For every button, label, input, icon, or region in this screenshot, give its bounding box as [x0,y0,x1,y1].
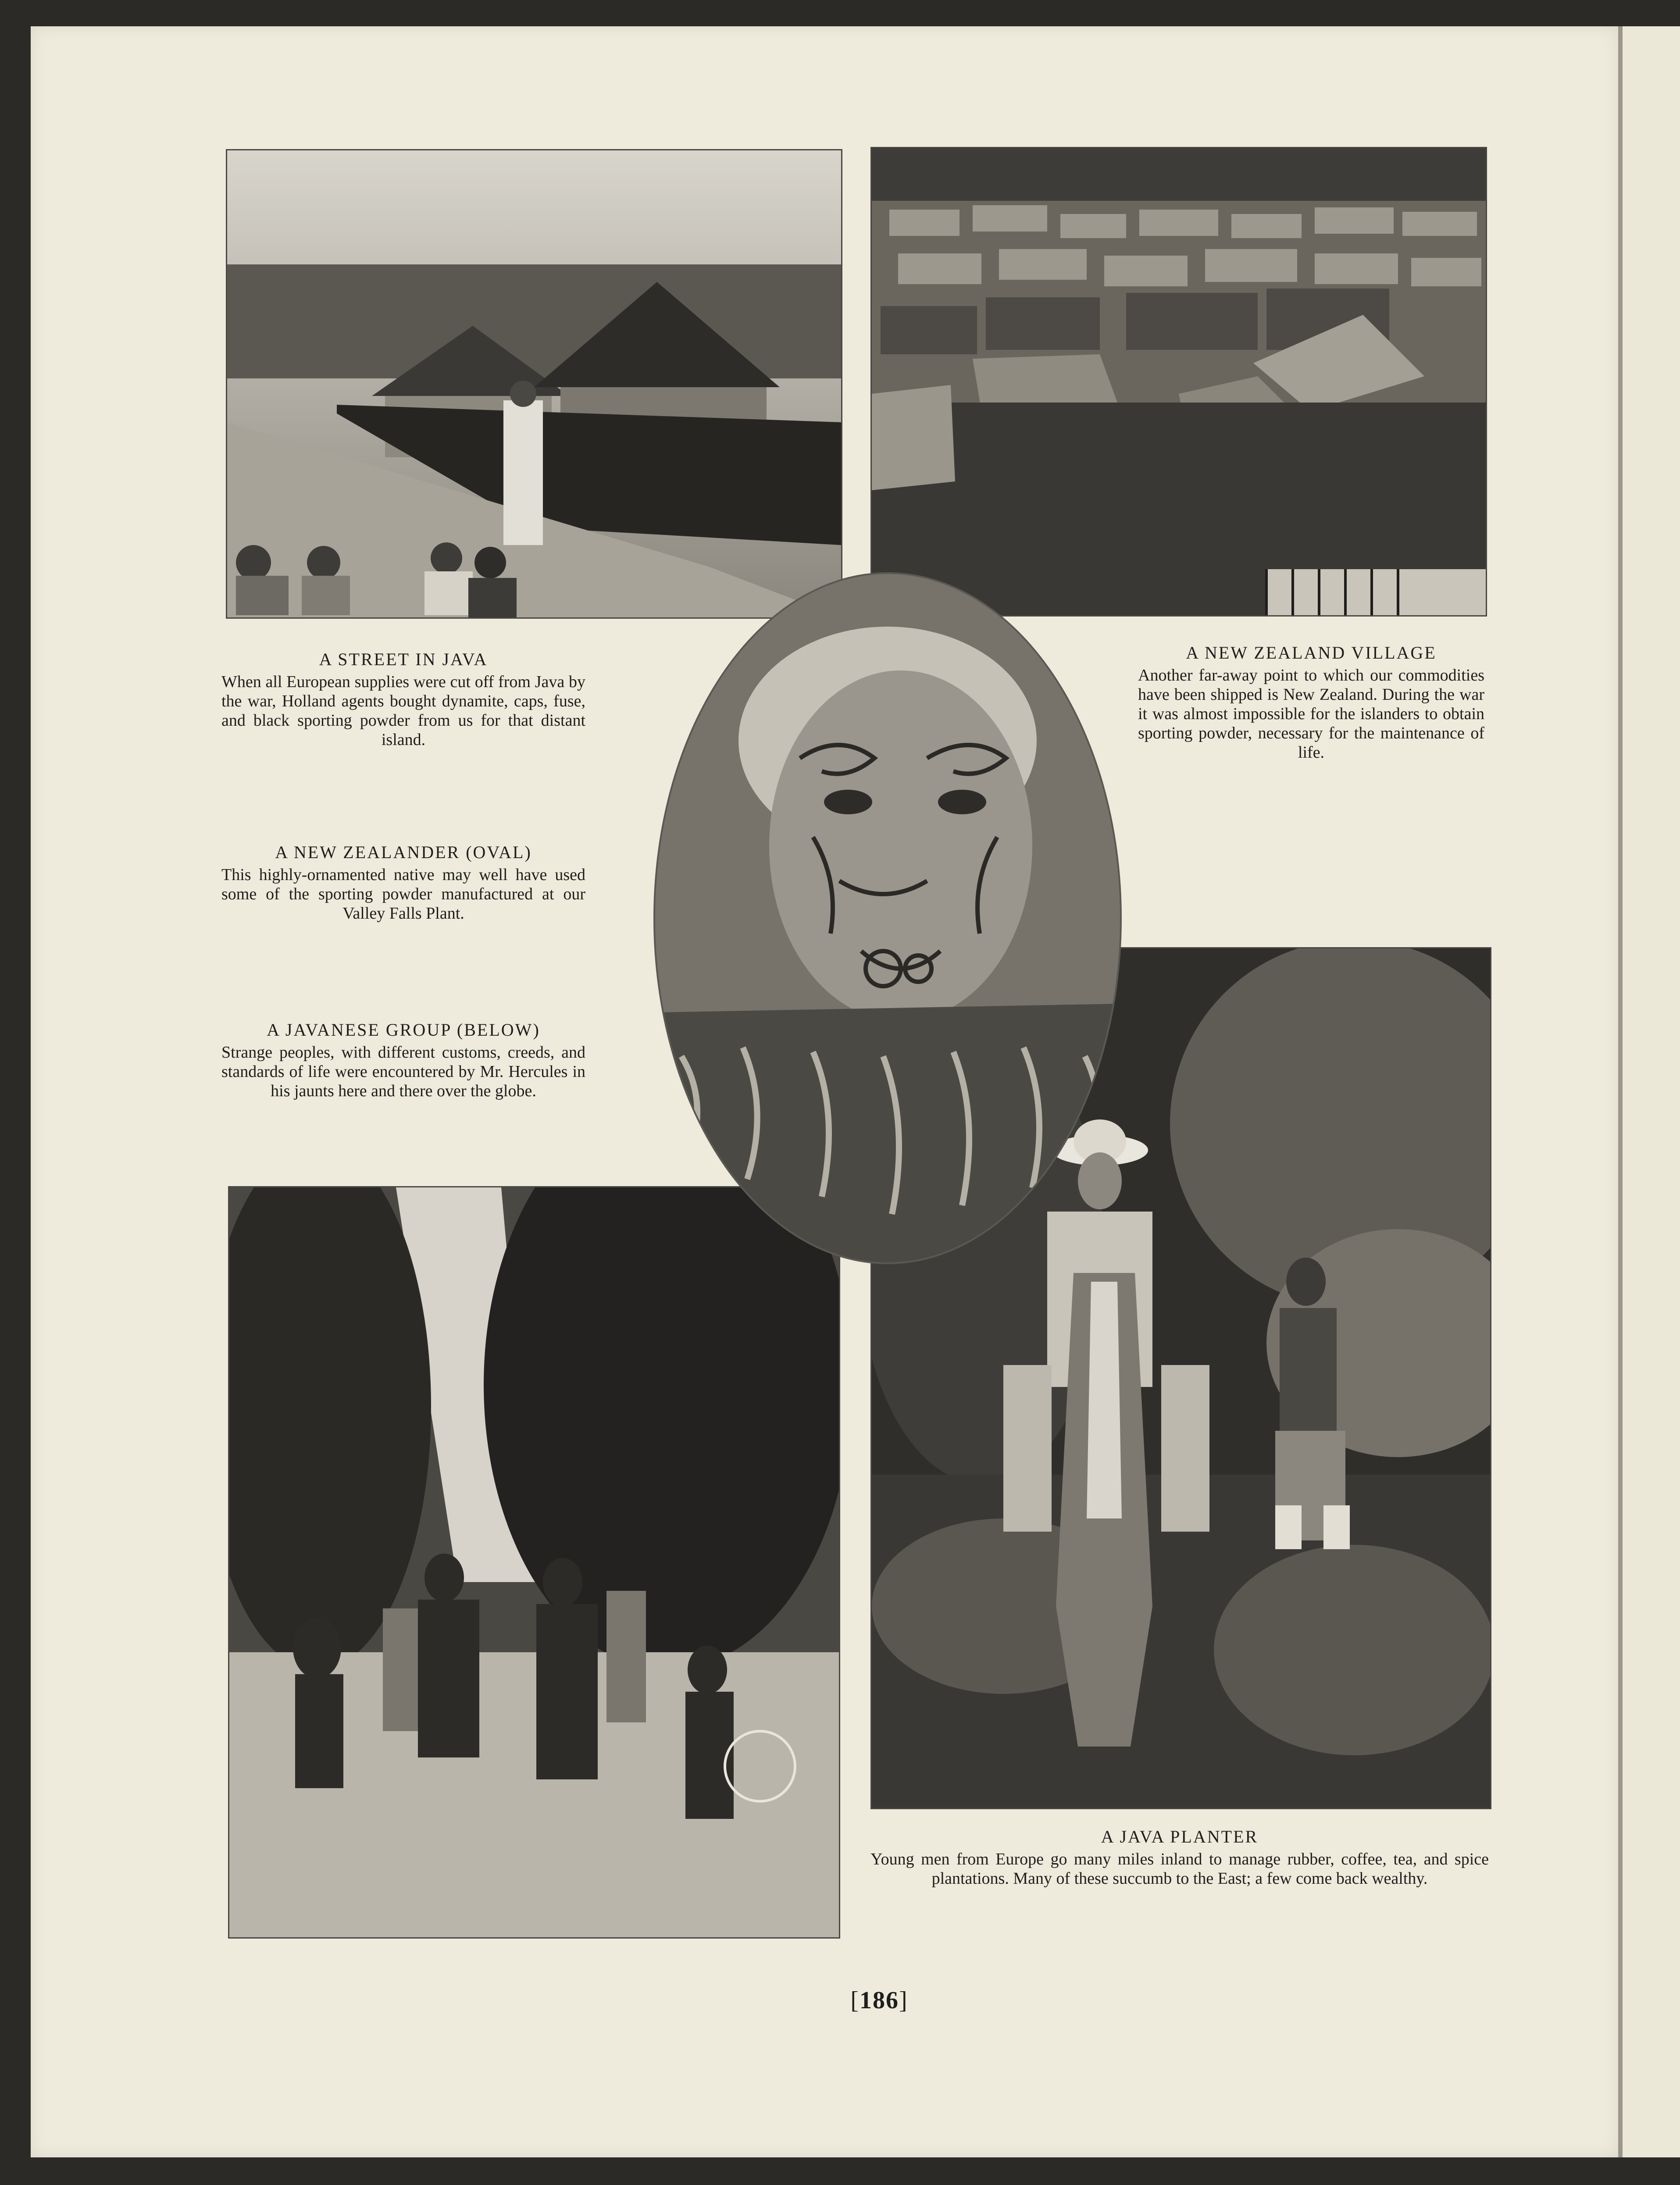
photo-street-in-java [226,149,842,619]
adjacent-page-edge [1623,26,1680,2157]
caption-title: A JAVANESE GROUP (BELOW) [267,1020,540,1040]
caption-javanese-group [221,1019,585,1101]
caption-new-zealander [221,842,585,923]
caption-title: A JAVA PLANTER [1101,1827,1259,1846]
caption-street-in-java [221,649,585,749]
caption-java-planter [870,1826,1489,1888]
binding-gutter [1618,26,1623,2157]
caption-new-zealand-village [1138,642,1484,762]
caption-body: Strange peoples, with different customs, creeds, and standards of life were encountered by Mr. Hercules in his jaunts here and there over the globe. [221,1043,585,1100]
photo-new-zealander-oval [653,572,1122,1264]
caption-body: When all European supplies were cut off from Java by the war, Holland agents bought dynamite, caps, fuse, and black sporting powder from us for that distant island. [221,673,585,749]
page-number: [186] [850,1987,908,2014]
caption-body: Another far-away point to which our commodities have been shipped is New Zealand. During the war it was almost impossible for the islanders to obtain sporting powder, necessary for the maintenance of life. [1138,666,1484,762]
caption-title: A STREET IN JAVA [319,649,488,669]
page-number-value: 186 [860,1987,899,2014]
caption-body: This highly-ornamented native may well have used some of the sporting powder manufactured at our Valley Falls Plant. [221,866,585,923]
magazine-page [31,26,1618,2157]
caption-body: Young men from Europe go many miles inland to manage rubber, coffee, tea, and spice plantations. Many of these succumb to the East; a few come back wealthy. [870,1850,1489,1888]
photo-javanese-group [228,1186,840,1939]
caption-title: A NEW ZEALANDER (OVAL) [275,842,532,862]
caption-title: A NEW ZEALAND VILLAGE [1186,643,1437,663]
photo-new-zealand-village [870,147,1487,617]
